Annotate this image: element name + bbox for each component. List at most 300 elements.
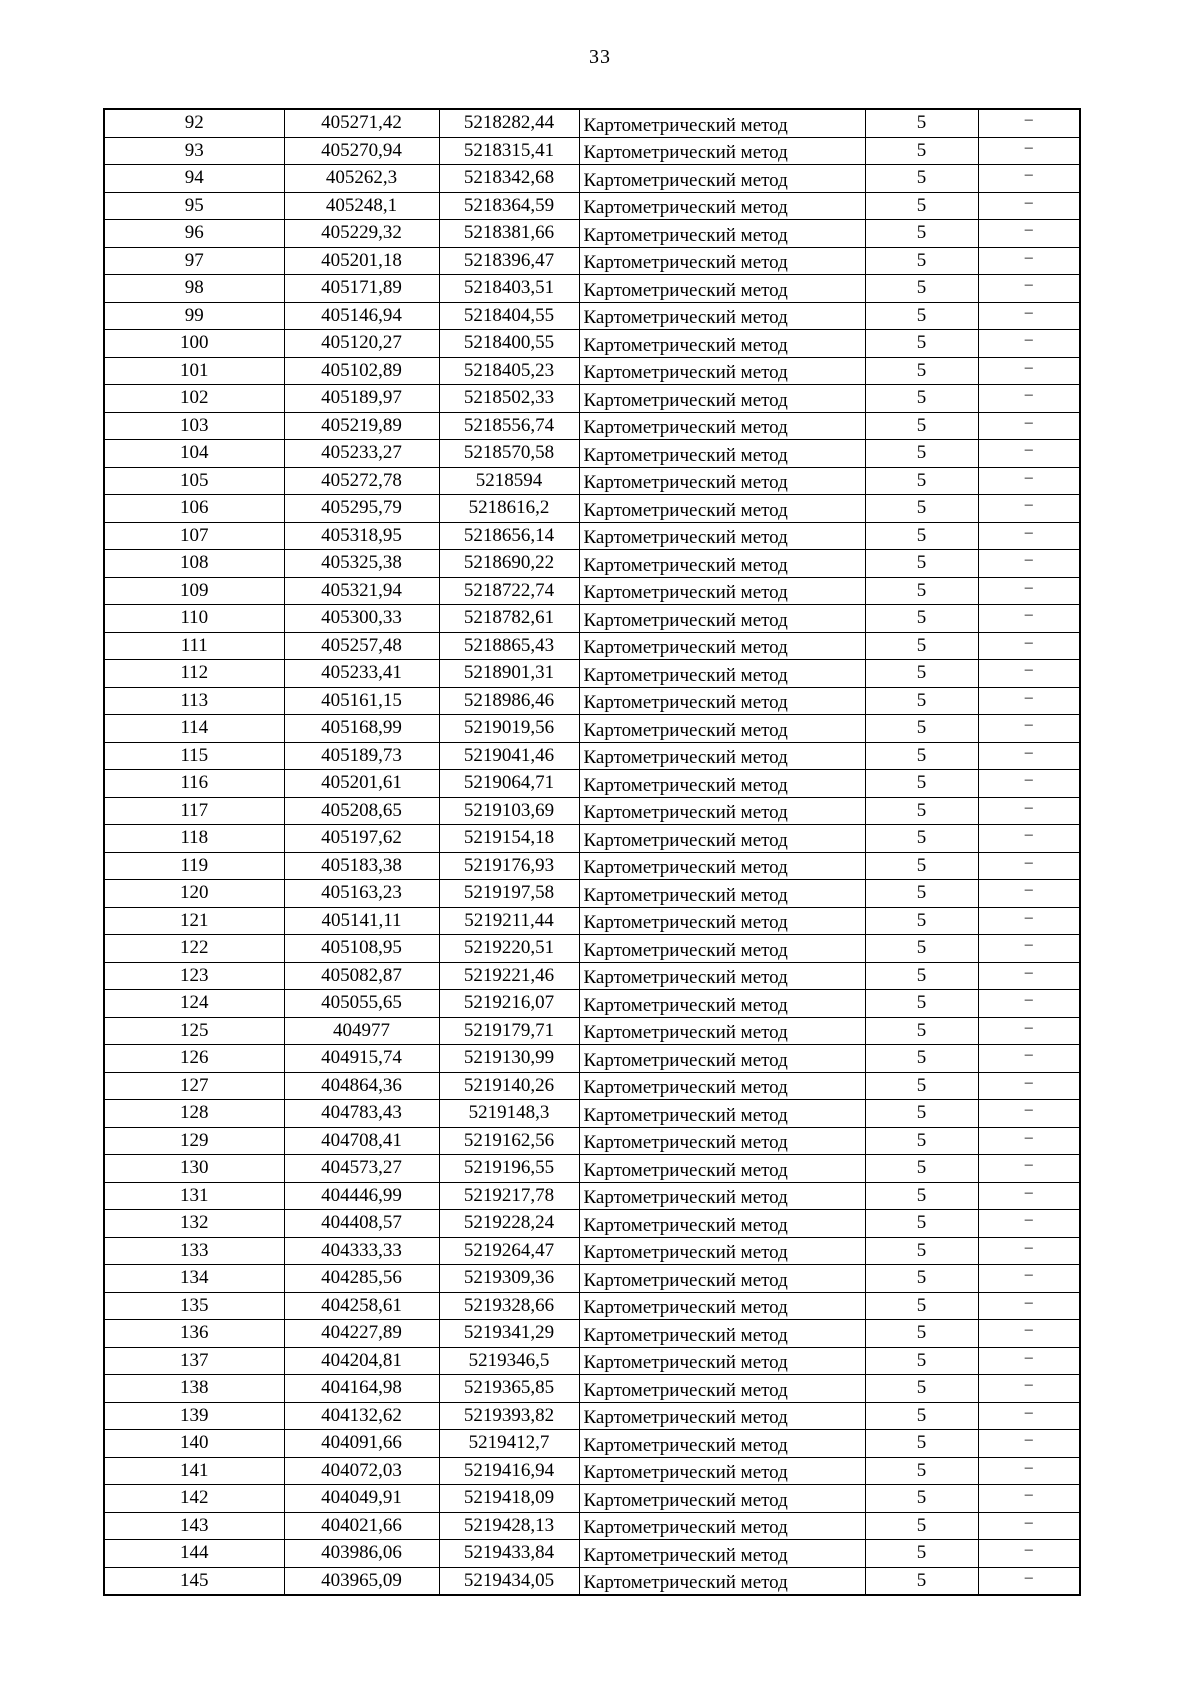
point-number-cell: 112	[104, 660, 284, 688]
table-row	[104, 1347, 1080, 1375]
method-cell: Картометрический метод	[579, 357, 865, 385]
x-coordinate-cell: 404408,57	[284, 1210, 439, 1238]
coordinates-table-body	[104, 109, 1080, 1595]
x-coordinate-cell: 404227,89	[284, 1320, 439, 1348]
point-number-cell: 134	[104, 1265, 284, 1293]
table-row	[104, 1540, 1080, 1568]
method-cell: Картометрический метод	[579, 165, 865, 193]
note-cell: –	[978, 907, 1080, 935]
y-coordinate-cell: 5219196,55	[439, 1155, 579, 1183]
x-coordinate-cell: 404091,66	[284, 1430, 439, 1458]
accuracy-cell: 5	[865, 385, 978, 413]
table-row	[104, 1402, 1080, 1430]
accuracy-cell: 5	[865, 495, 978, 523]
point-number-cell: 98	[104, 275, 284, 303]
point-number-cell: 104	[104, 440, 284, 468]
x-coordinate-cell: 405248,1	[284, 192, 439, 220]
note-cell: –	[978, 247, 1080, 275]
y-coordinate-cell: 5219228,24	[439, 1210, 579, 1238]
table-row	[104, 1567, 1080, 1595]
accuracy-cell: 5	[865, 605, 978, 633]
table-row	[104, 715, 1080, 743]
y-coordinate-cell: 5219416,94	[439, 1457, 579, 1485]
method-cell: Картометрический метод	[579, 1292, 865, 1320]
method-cell: Картометрический метод	[579, 1512, 865, 1540]
method-cell: Картометрический метод	[579, 797, 865, 825]
note-cell: –	[978, 109, 1080, 137]
method-cell: Картометрический метод	[579, 412, 865, 440]
x-coordinate-cell: 404783,43	[284, 1100, 439, 1128]
method-cell: Картометрический метод	[579, 1430, 865, 1458]
table-row	[104, 1045, 1080, 1073]
point-number-cell: 92	[104, 109, 284, 137]
method-cell: Картометрический метод	[579, 742, 865, 770]
x-coordinate-cell: 405197,62	[284, 825, 439, 853]
note-cell: –	[978, 137, 1080, 165]
note-cell: –	[978, 1100, 1080, 1128]
note-cell: –	[978, 1320, 1080, 1348]
accuracy-cell: 5	[865, 192, 978, 220]
point-number-cell: 99	[104, 302, 284, 330]
y-coordinate-cell: 5219197,58	[439, 880, 579, 908]
y-coordinate-cell: 5218396,47	[439, 247, 579, 275]
y-coordinate-cell: 5218656,14	[439, 522, 579, 550]
x-coordinate-cell: 405189,73	[284, 742, 439, 770]
method-cell: Картометрический метод	[579, 275, 865, 303]
y-coordinate-cell: 5219179,71	[439, 1017, 579, 1045]
y-coordinate-cell: 5219428,13	[439, 1512, 579, 1540]
table-row	[104, 605, 1080, 633]
accuracy-cell: 5	[865, 825, 978, 853]
method-cell: Картометрический метод	[579, 632, 865, 660]
note-cell: –	[978, 742, 1080, 770]
note-cell: –	[978, 1512, 1080, 1540]
method-cell: Картометрический метод	[579, 1457, 865, 1485]
y-coordinate-cell: 5218901,31	[439, 660, 579, 688]
y-coordinate-cell: 5218502,33	[439, 385, 579, 413]
table-row	[104, 660, 1080, 688]
point-number-cell: 122	[104, 935, 284, 963]
table-row	[104, 137, 1080, 165]
accuracy-cell: 5	[865, 1457, 978, 1485]
y-coordinate-cell: 5218381,66	[439, 220, 579, 248]
table-row	[104, 550, 1080, 578]
table-row	[104, 467, 1080, 495]
accuracy-cell: 5	[865, 577, 978, 605]
y-coordinate-cell: 5218570,58	[439, 440, 579, 468]
x-coordinate-cell: 405208,65	[284, 797, 439, 825]
accuracy-cell: 5	[865, 440, 978, 468]
x-coordinate-cell: 405171,89	[284, 275, 439, 303]
point-number-cell: 93	[104, 137, 284, 165]
x-coordinate-cell: 404977	[284, 1017, 439, 1045]
x-coordinate-cell: 405257,48	[284, 632, 439, 660]
accuracy-cell: 5	[865, 852, 978, 880]
x-coordinate-cell: 404072,03	[284, 1457, 439, 1485]
table-row	[104, 687, 1080, 715]
accuracy-cell: 5	[865, 247, 978, 275]
accuracy-cell: 5	[865, 109, 978, 137]
note-cell: –	[978, 412, 1080, 440]
point-number-cell: 126	[104, 1045, 284, 1073]
method-cell: Картометрический метод	[579, 192, 865, 220]
note-cell: –	[978, 1237, 1080, 1265]
accuracy-cell: 5	[865, 742, 978, 770]
point-number-cell: 117	[104, 797, 284, 825]
x-coordinate-cell: 404049,91	[284, 1485, 439, 1513]
table-row	[104, 1320, 1080, 1348]
note-cell: –	[978, 495, 1080, 523]
y-coordinate-cell: 5218404,55	[439, 302, 579, 330]
method-cell: Картометрический метод	[579, 1540, 865, 1568]
y-coordinate-cell: 5219412,7	[439, 1430, 579, 1458]
table-row	[104, 192, 1080, 220]
table-row	[104, 962, 1080, 990]
x-coordinate-cell: 404446,99	[284, 1182, 439, 1210]
y-coordinate-cell: 5219328,66	[439, 1292, 579, 1320]
method-cell: Картометрический метод	[579, 1265, 865, 1293]
note-cell: –	[978, 990, 1080, 1018]
point-number-cell: 102	[104, 385, 284, 413]
note-cell: –	[978, 302, 1080, 330]
y-coordinate-cell: 5219140,26	[439, 1072, 579, 1100]
method-cell: Картометрический метод	[579, 330, 865, 358]
x-coordinate-cell: 405163,23	[284, 880, 439, 908]
y-coordinate-cell: 5219217,78	[439, 1182, 579, 1210]
y-coordinate-cell: 5218690,22	[439, 550, 579, 578]
table-row	[104, 495, 1080, 523]
note-cell: –	[978, 192, 1080, 220]
accuracy-cell: 5	[865, 275, 978, 303]
point-number-cell: 95	[104, 192, 284, 220]
point-number-cell: 94	[104, 165, 284, 193]
accuracy-cell: 5	[865, 1210, 978, 1238]
point-number-cell: 124	[104, 990, 284, 1018]
point-number-cell: 97	[104, 247, 284, 275]
table-row	[104, 522, 1080, 550]
point-number-cell: 105	[104, 467, 284, 495]
point-number-cell: 140	[104, 1430, 284, 1458]
note-cell: –	[978, 1430, 1080, 1458]
accuracy-cell: 5	[865, 1045, 978, 1073]
x-coordinate-cell: 405102,89	[284, 357, 439, 385]
x-coordinate-cell: 405201,61	[284, 770, 439, 798]
y-coordinate-cell: 5218400,55	[439, 330, 579, 358]
point-number-cell: 107	[104, 522, 284, 550]
note-cell: –	[978, 1292, 1080, 1320]
y-coordinate-cell: 5218865,43	[439, 632, 579, 660]
y-coordinate-cell: 5219264,47	[439, 1237, 579, 1265]
method-cell: Картометрический метод	[579, 247, 865, 275]
x-coordinate-cell: 405295,79	[284, 495, 439, 523]
y-coordinate-cell: 5219309,36	[439, 1265, 579, 1293]
point-number-cell: 136	[104, 1320, 284, 1348]
y-coordinate-cell: 5218782,61	[439, 605, 579, 633]
note-cell: –	[978, 1375, 1080, 1403]
note-cell: –	[978, 1045, 1080, 1073]
note-cell: –	[978, 852, 1080, 880]
note-cell: –	[978, 577, 1080, 605]
method-cell: Картометрический метод	[579, 935, 865, 963]
point-number-cell: 144	[104, 1540, 284, 1568]
accuracy-cell: 5	[865, 1155, 978, 1183]
table-row	[104, 1485, 1080, 1513]
point-number-cell: 123	[104, 962, 284, 990]
accuracy-cell: 5	[865, 990, 978, 1018]
x-coordinate-cell: 405262,3	[284, 165, 439, 193]
x-coordinate-cell: 404132,62	[284, 1402, 439, 1430]
method-cell: Картометрический метод	[579, 770, 865, 798]
table-row	[104, 797, 1080, 825]
y-coordinate-cell: 5218342,68	[439, 165, 579, 193]
note-cell: –	[978, 165, 1080, 193]
note-cell: –	[978, 605, 1080, 633]
x-coordinate-cell: 405120,27	[284, 330, 439, 358]
y-coordinate-cell: 5218364,59	[439, 192, 579, 220]
table-row	[104, 1457, 1080, 1485]
table-row	[104, 1265, 1080, 1293]
method-cell: Картометрический метод	[579, 1155, 865, 1183]
y-coordinate-cell: 5219211,44	[439, 907, 579, 935]
x-coordinate-cell: 405219,89	[284, 412, 439, 440]
method-cell: Картометрический метод	[579, 1182, 865, 1210]
note-cell: –	[978, 1017, 1080, 1045]
accuracy-cell: 5	[865, 660, 978, 688]
x-coordinate-cell: 405055,65	[284, 990, 439, 1018]
point-number-cell: 138	[104, 1375, 284, 1403]
accuracy-cell: 5	[865, 1512, 978, 1540]
point-number-cell: 128	[104, 1100, 284, 1128]
note-cell: –	[978, 962, 1080, 990]
method-cell: Картометрический метод	[579, 440, 865, 468]
y-coordinate-cell: 5219341,29	[439, 1320, 579, 1348]
method-cell: Картометрический метод	[579, 137, 865, 165]
method-cell: Картометрический метод	[579, 577, 865, 605]
table-row	[104, 440, 1080, 468]
point-number-cell: 101	[104, 357, 284, 385]
method-cell: Картометрический метод	[579, 1485, 865, 1513]
method-cell: Картометрический метод	[579, 385, 865, 413]
table-row	[104, 632, 1080, 660]
method-cell: Картометрический метод	[579, 1320, 865, 1348]
point-number-cell: 106	[104, 495, 284, 523]
x-coordinate-cell: 405161,15	[284, 687, 439, 715]
point-number-cell: 133	[104, 1237, 284, 1265]
table-row	[104, 1237, 1080, 1265]
x-coordinate-cell: 404204,81	[284, 1347, 439, 1375]
point-number-cell: 114	[104, 715, 284, 743]
point-number-cell: 129	[104, 1127, 284, 1155]
method-cell: Картометрический метод	[579, 1347, 865, 1375]
accuracy-cell: 5	[865, 880, 978, 908]
table-row	[104, 990, 1080, 1018]
point-number-cell: 145	[104, 1567, 284, 1595]
point-number-cell: 142	[104, 1485, 284, 1513]
note-cell: –	[978, 1155, 1080, 1183]
accuracy-cell: 5	[865, 220, 978, 248]
accuracy-cell: 5	[865, 1072, 978, 1100]
note-cell: –	[978, 275, 1080, 303]
x-coordinate-cell: 405082,87	[284, 962, 439, 990]
y-coordinate-cell: 5219365,85	[439, 1375, 579, 1403]
accuracy-cell: 5	[865, 522, 978, 550]
note-cell: –	[978, 440, 1080, 468]
accuracy-cell: 5	[865, 1485, 978, 1513]
method-cell: Картометрический метод	[579, 1402, 865, 1430]
accuracy-cell: 5	[865, 1540, 978, 1568]
table-row	[104, 385, 1080, 413]
point-number-cell: 108	[104, 550, 284, 578]
y-coordinate-cell: 5218986,46	[439, 687, 579, 715]
point-number-cell: 143	[104, 1512, 284, 1540]
note-cell: –	[978, 550, 1080, 578]
x-coordinate-cell: 404708,41	[284, 1127, 439, 1155]
point-number-cell: 132	[104, 1210, 284, 1238]
y-coordinate-cell: 5219393,82	[439, 1402, 579, 1430]
note-cell: –	[978, 467, 1080, 495]
point-number-cell: 131	[104, 1182, 284, 1210]
accuracy-cell: 5	[865, 412, 978, 440]
accuracy-cell: 5	[865, 632, 978, 660]
note-cell: –	[978, 1457, 1080, 1485]
table-row	[104, 1430, 1080, 1458]
x-coordinate-cell: 405233,41	[284, 660, 439, 688]
point-number-cell: 125	[104, 1017, 284, 1045]
method-cell: Картометрический метод	[579, 109, 865, 137]
y-coordinate-cell: 5219064,71	[439, 770, 579, 798]
method-cell: Картометрический метод	[579, 687, 865, 715]
table-row	[104, 275, 1080, 303]
x-coordinate-cell: 405270,94	[284, 137, 439, 165]
method-cell: Картометрический метод	[579, 550, 865, 578]
y-coordinate-cell: 5218403,51	[439, 275, 579, 303]
x-coordinate-cell: 405272,78	[284, 467, 439, 495]
x-coordinate-cell: 405233,27	[284, 440, 439, 468]
accuracy-cell: 5	[865, 302, 978, 330]
method-cell: Картометрический метод	[579, 715, 865, 743]
method-cell: Картометрический метод	[579, 852, 865, 880]
y-coordinate-cell: 5218556,74	[439, 412, 579, 440]
table-row	[104, 302, 1080, 330]
accuracy-cell: 5	[865, 1430, 978, 1458]
note-cell: –	[978, 1347, 1080, 1375]
x-coordinate-cell: 405318,95	[284, 522, 439, 550]
method-cell: Картометрический метод	[579, 1127, 865, 1155]
point-number-cell: 103	[104, 412, 284, 440]
x-coordinate-cell: 404573,27	[284, 1155, 439, 1183]
x-coordinate-cell: 403986,06	[284, 1540, 439, 1568]
method-cell: Картометрический метод	[579, 1237, 865, 1265]
note-cell: –	[978, 797, 1080, 825]
table-row	[104, 577, 1080, 605]
y-coordinate-cell: 5219418,09	[439, 1485, 579, 1513]
x-coordinate-cell: 405141,11	[284, 907, 439, 935]
note-cell: –	[978, 880, 1080, 908]
y-coordinate-cell: 5219019,56	[439, 715, 579, 743]
x-coordinate-cell: 405271,42	[284, 109, 439, 137]
x-coordinate-cell: 404333,33	[284, 1237, 439, 1265]
note-cell: –	[978, 1485, 1080, 1513]
accuracy-cell: 5	[865, 550, 978, 578]
page-number: 33	[589, 46, 611, 68]
point-number-cell: 119	[104, 852, 284, 880]
table-row	[104, 109, 1080, 137]
table-row	[104, 330, 1080, 358]
note-cell: –	[978, 522, 1080, 550]
note-cell: –	[978, 1210, 1080, 1238]
accuracy-cell: 5	[865, 907, 978, 935]
accuracy-cell: 5	[865, 1265, 978, 1293]
y-coordinate-cell: 5219220,51	[439, 935, 579, 963]
point-number-cell: 110	[104, 605, 284, 633]
point-number-cell: 137	[104, 1347, 284, 1375]
table-row	[104, 1100, 1080, 1128]
note-cell: –	[978, 1402, 1080, 1430]
point-number-cell: 127	[104, 1072, 284, 1100]
method-cell: Картометрический метод	[579, 962, 865, 990]
y-coordinate-cell: 5219103,69	[439, 797, 579, 825]
table-row	[104, 1072, 1080, 1100]
table-row	[104, 1017, 1080, 1045]
y-coordinate-cell: 5218594	[439, 467, 579, 495]
note-cell: –	[978, 1127, 1080, 1155]
accuracy-cell: 5	[865, 1320, 978, 1348]
method-cell: Картометрический метод	[579, 605, 865, 633]
table-row	[104, 1512, 1080, 1540]
method-cell: Картометрический метод	[579, 1100, 865, 1128]
accuracy-cell: 5	[865, 330, 978, 358]
table-row	[104, 907, 1080, 935]
y-coordinate-cell: 5219221,46	[439, 962, 579, 990]
y-coordinate-cell: 5219154,18	[439, 825, 579, 853]
method-cell: Картометрический метод	[579, 522, 865, 550]
point-number-cell: 118	[104, 825, 284, 853]
point-number-cell: 141	[104, 1457, 284, 1485]
accuracy-cell: 5	[865, 1127, 978, 1155]
x-coordinate-cell: 405146,94	[284, 302, 439, 330]
x-coordinate-cell: 404258,61	[284, 1292, 439, 1320]
point-number-cell: 113	[104, 687, 284, 715]
method-cell: Картометрический метод	[579, 907, 865, 935]
accuracy-cell: 5	[865, 1017, 978, 1045]
y-coordinate-cell: 5218722,74	[439, 577, 579, 605]
table-row	[104, 825, 1080, 853]
accuracy-cell: 5	[865, 687, 978, 715]
table-row	[104, 880, 1080, 908]
x-coordinate-cell: 404864,36	[284, 1072, 439, 1100]
note-cell: –	[978, 687, 1080, 715]
accuracy-cell: 5	[865, 1567, 978, 1595]
method-cell: Картометрический метод	[579, 1210, 865, 1238]
y-coordinate-cell: 5219176,93	[439, 852, 579, 880]
note-cell: –	[978, 385, 1080, 413]
note-cell: –	[978, 660, 1080, 688]
point-number-cell: 120	[104, 880, 284, 908]
accuracy-cell: 5	[865, 165, 978, 193]
note-cell: –	[978, 935, 1080, 963]
point-number-cell: 139	[104, 1402, 284, 1430]
y-coordinate-cell: 5219041,46	[439, 742, 579, 770]
point-number-cell: 130	[104, 1155, 284, 1183]
accuracy-cell: 5	[865, 1292, 978, 1320]
table-row	[104, 1182, 1080, 1210]
note-cell: –	[978, 357, 1080, 385]
method-cell: Картометрический метод	[579, 990, 865, 1018]
accuracy-cell: 5	[865, 797, 978, 825]
note-cell: –	[978, 770, 1080, 798]
method-cell: Картометрический метод	[579, 880, 865, 908]
accuracy-cell: 5	[865, 1182, 978, 1210]
